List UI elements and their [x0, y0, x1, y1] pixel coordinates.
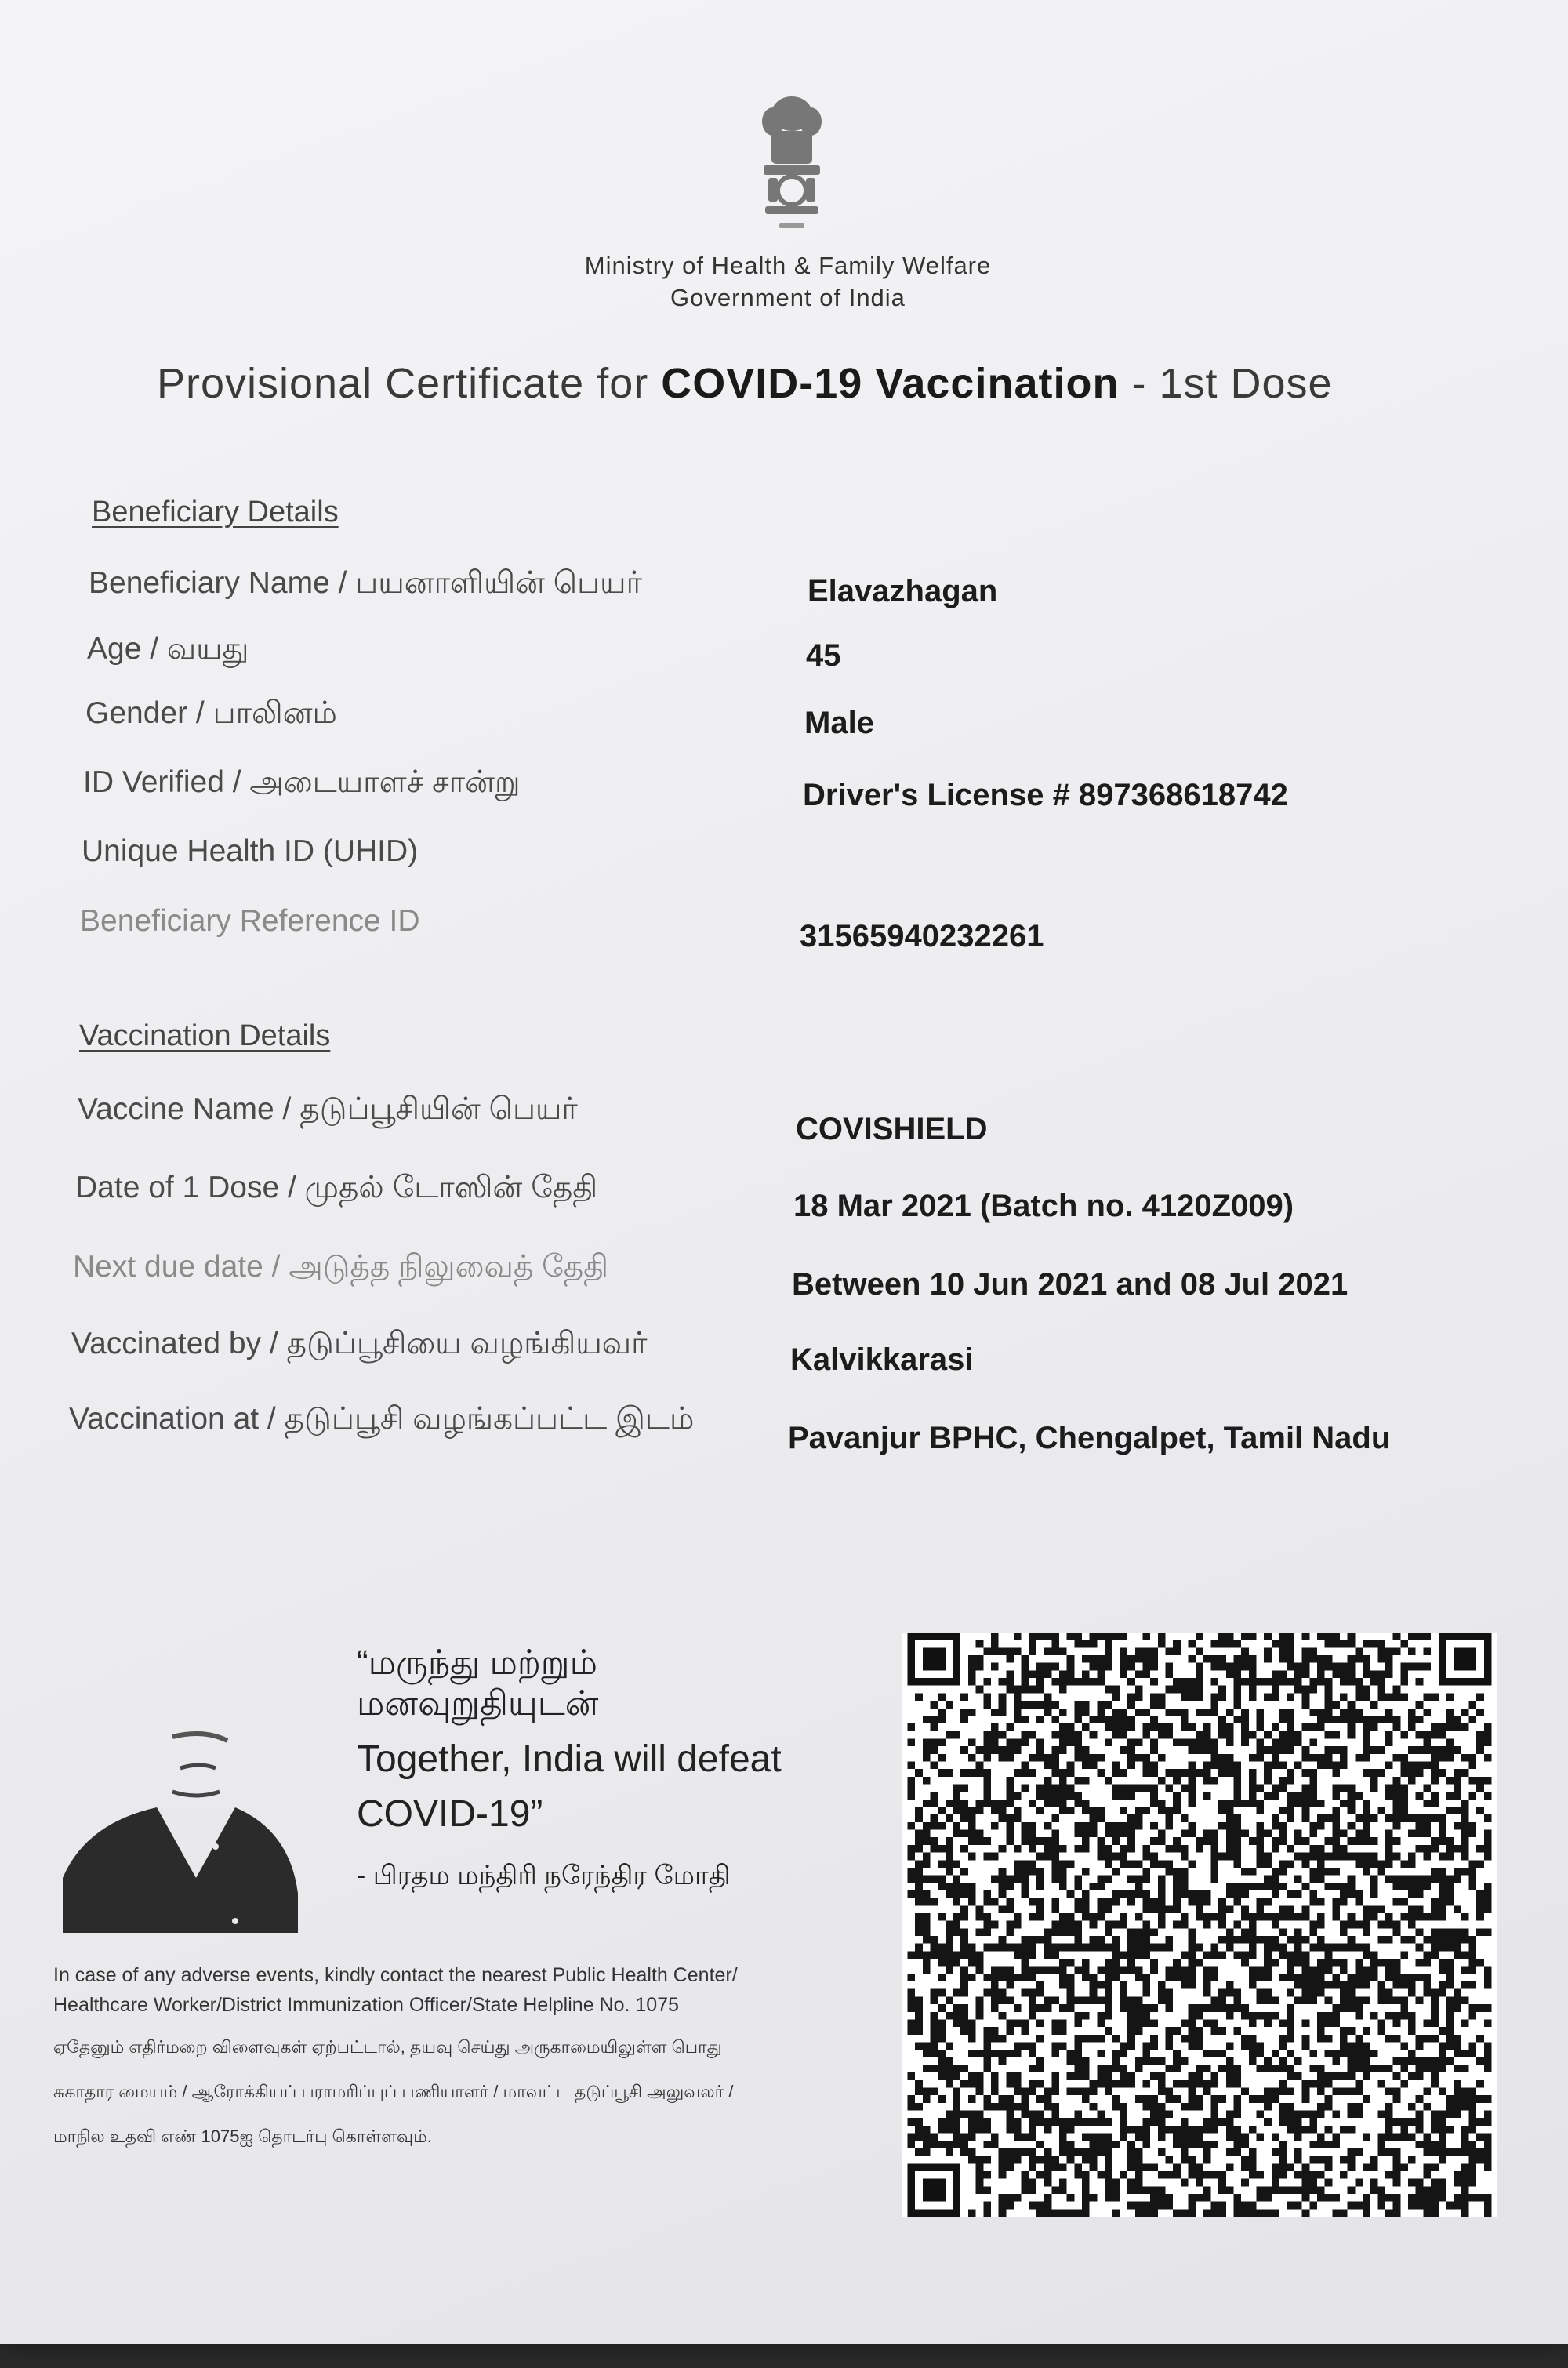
- beneficiary-name-value: Elavazhagan: [808, 574, 998, 608]
- reference-id-value: 31565940232261: [800, 919, 1044, 953]
- next-due-value: Between 10 Jun 2021 and 08 Jul 2021: [792, 1267, 1348, 1302]
- title-main: COVID-19 Vaccination: [661, 360, 1120, 407]
- vaccination-at-value: Pavanjur BPHC, Chengalpet, Tamil Nadu: [788, 1421, 1391, 1455]
- vaccinated-by-label: Vaccinated by / தடுப்பூசியை வழங்கியவர்: [71, 1327, 648, 1360]
- dose-date-value: 18 Mar 2021 (Batch no. 4120Z009): [793, 1189, 1294, 1223]
- vaccination-at-label: Vaccination at / தடுப்பூசி வழங்கப்பட்ட இடம்: [69, 1402, 695, 1436]
- pm-quote: [357, 1643, 782, 1894]
- quote-attribution: - பிரதம மந்திரி நரேந்திர மோதி: [357, 1861, 731, 1890]
- quote-tamil-line2: மனவுறுதியுடன்: [357, 1684, 599, 1723]
- ministry-name: Ministry of Health & Family Welfare: [584, 252, 992, 279]
- title-dose: - 1st Dose: [1131, 360, 1333, 407]
- adverse-event-notice: [53, 1960, 822, 2154]
- title-prefix: Provisional Certificate for: [157, 360, 649, 407]
- government-name: Government of India: [670, 284, 906, 311]
- notice-tamil-line3: மாநில உதவி எண் 1075ஐ தொடர்பு கொள்ளவும்.: [53, 2126, 432, 2146]
- qr-code-icon: [902, 1633, 1497, 2217]
- id-verified-value: Driver's License # 897368618742: [803, 778, 1288, 812]
- quote-english-line1: Together, India will defeat: [357, 1738, 782, 1780]
- notice-tamil-line1: ஏதேனும் எதிர்மறை விளைவுகள் ஏற்பட்டால், தயவு செய்து அருகாமையிலுள்ள பொது: [53, 2037, 722, 2057]
- reference-id-label: Beneficiary Reference ID: [80, 904, 420, 938]
- portrait-image: [55, 1721, 298, 1933]
- ministry-header: [470, 249, 1105, 314]
- quote-english: [357, 1732, 782, 1842]
- gender-label: Gender / பாலினம்: [85, 696, 337, 730]
- dose-date-label: Date of 1 Dose / முதல் டோஸின் தேதி: [75, 1171, 598, 1204]
- age-label: Age / வயது: [87, 632, 249, 666]
- vaccine-name-value: COVISHIELD: [796, 1112, 988, 1146]
- vaccination-section-title: Vaccination Details: [79, 1019, 331, 1052]
- beneficiary-name-label: Beneficiary Name / பயனாளியின் பெயர்: [89, 566, 642, 600]
- beneficiary-section-title: Beneficiary Details: [92, 496, 339, 528]
- uhid-label: Unique Health ID (UHID): [82, 834, 419, 868]
- age-value: 45: [806, 638, 841, 673]
- id-verified-label: ID Verified / அடையாளச் சான்று: [83, 765, 521, 799]
- notice-english-line1: In case of any adverse events, kindly contact the nearest Public Health Center/: [53, 1964, 738, 1986]
- quote-english-line2: COVID-19”: [357, 1793, 543, 1835]
- gender-value: Male: [804, 706, 874, 740]
- vaccinated-by-value: Kalvikkarasi: [790, 1342, 974, 1377]
- certificate-title: [157, 359, 1427, 408]
- next-due-label: Next due date / அடுத்த நிலுவைத் தேதி: [73, 1250, 609, 1284]
- quote-tamil-line1: “மருந்து மற்றும்: [357, 1643, 597, 1682]
- national-emblem-icon: [745, 90, 839, 239]
- notice-tamil-line2: சுகாதார மையம் / ஆரோக்கியப் பராமரிப்புப் பணியாளர் / மாவட்ட தடுப்பூசி அலுவலர் /: [53, 2082, 734, 2101]
- vaccine-name-label: Vaccine Name / தடுப்பூசியின் பெயர்: [78, 1092, 578, 1126]
- notice-english-line2: Healthcare Worker/District Immunization Officer/State Helpline No. 1075: [53, 1994, 680, 2016]
